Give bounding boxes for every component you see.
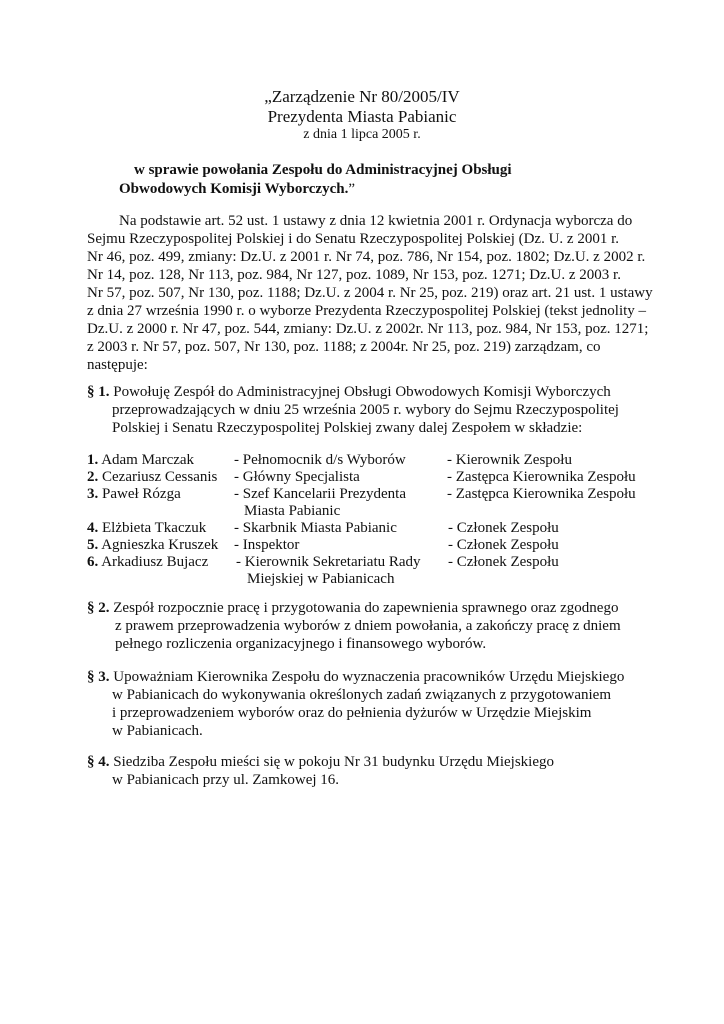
section-line: w Pabianicach. (112, 723, 203, 739)
member-role: - Zastępca Kierownika Zespołu (447, 469, 636, 485)
preamble-line: Na podstawie art. 52 ust. 1 ustawy z dnia 12 kwietnia 2001 r. Ordynacja wyborcza do (119, 213, 633, 229)
document-title: „Zarządzenie Nr 80/2005/IV (264, 87, 460, 106)
preamble-line: Nr 46, poz. 499, zmiany: Dz.U. z 2001 r. Nr 74, poz. 786, Nr 154, poz. 1802; Dz.U. z 2002 r. (87, 249, 646, 265)
member-role: - Członek Zespołu (448, 554, 559, 570)
section-line: Polskiej i Senatu Rzeczypospolitej Polskiej zwany dalej Zespołem w składzie: (112, 420, 583, 436)
section-label: § 1. (87, 384, 110, 400)
preamble-line: z dnia 27 września 1990 r. o wyborze Prezydenta Rzeczypospolitej Polskiej (tekst jednolity – (87, 303, 647, 319)
section-label: § 4. (87, 754, 110, 770)
section-3: § 3. Upoważniam Kierownika Zespołu do wyznaczenia pracowników Urzędu Miejskiego (87, 669, 625, 685)
section-2: § 2. Zespół rozpocznie pracę i przygotowania do zapewnienia sprawnego oraz zgodnego (87, 600, 619, 616)
section-line: pełnego rozliczenia organizacyjnego i finansowego wyborów. (115, 636, 487, 652)
section-line: przeprowadzających w dniu 25 września 2005 r. wybory do Sejmu Rzeczypospolitej (112, 402, 619, 418)
member-position: - Skarbnik Miasta Pabianic (234, 520, 397, 536)
member-position-cont: Miejskiej w Pabianicach (247, 571, 395, 587)
document-issuer: Prezydenta Miasta Pabianic (267, 107, 457, 126)
preamble-line: Dz.U. z 2000 r. Nr 47, poz. 544, zmiany: Dz.U. z 2002r. Nr 113, poz. 984, Nr 153, poz. 1271; (87, 321, 649, 337)
section-line: z prawem przeprowadzenia wyborów z dniem powołania, a zakończy pracę z dniem (115, 618, 621, 634)
member-name: 1. Adam Marczak (87, 452, 195, 468)
preamble-line: z 2003 r. Nr 57, poz. 507, Nr 130, poz. 1188; z 2004r. Nr 25, poz. 219) zarządzam, co (87, 339, 601, 355)
preamble-line: Nr 57, poz. 507, Nr 130, poz. 1188; Dz.U. z 2004 r. Nr 25, poz. 219) oraz art. 21 ust. 1 ustawy (87, 285, 653, 301)
member-position: - Szef Kancelarii Prezydenta (234, 486, 406, 502)
preamble-line: Sejmu Rzeczypospolitej Polskiej i do Senatu Rzeczypospolitej Polskiej (Dz. U. z 2001 r. (87, 231, 620, 247)
member-position: - Kierownik Sekretariatu Rady (236, 554, 421, 570)
member-position-cont: Miasta Pabianic (244, 503, 341, 519)
preamble-line: Nr 14, poz. 128, Nr 113, poz. 984, Nr 127, poz. 1089, Nr 153, poz. 1271; Dz.U. z 2003 r. (87, 267, 621, 283)
member-role: - Członek Zespołu (448, 537, 559, 553)
section-line: w Pabianicach przy ul. Zamkowej 16. (112, 772, 340, 788)
section-4: § 4. Siedziba Zespołu mieści się w pokoju Nr 31 budynku Urzędu Miejskiego (87, 754, 555, 770)
section-line: i przeprowadzeniem wyborów oraz do pełnienia dyżurów w Urzędzie Miejskim (112, 705, 592, 721)
member-name: 3. Paweł Rózga (87, 486, 181, 502)
member-role: - Zastępca Kierownika Zespołu (447, 486, 636, 502)
member-name: 6. Arkadiusz Bujacz (87, 554, 209, 570)
member-role: - Członek Zespołu (448, 520, 559, 536)
subject-line-2: Obwodowych Komisji Wyborczych.” (119, 181, 355, 197)
section-line: w Pabianicach do wykonywania określonych zadań związanych z przygotowaniem (112, 687, 611, 703)
section-1: § 1. Powołuję Zespół do Administracyjnej Obsługi Obwodowych Komisji Wyborczych (87, 384, 611, 400)
member-position: - Główny Specjalista (234, 469, 360, 485)
preamble-line: następuje: (87, 357, 148, 373)
section-label: § 3. (87, 669, 110, 685)
member-name: 2. Cezariusz Cessanis (87, 469, 218, 485)
member-position: - Pełnomocnik d/s Wyborów (234, 452, 406, 468)
member-position: - Inspektor (234, 537, 300, 553)
document-date: z dnia 1 lipca 2005 r. (303, 127, 421, 142)
member-role: - Kierownik Zespołu (447, 452, 572, 468)
section-label: § 2. (87, 600, 110, 616)
subject-line-1: w sprawie powołania Zespołu do Administracyjnej Obsługi (134, 162, 512, 178)
member-name: 5. Agnieszka Kruszek (87, 537, 219, 553)
member-name: 4. Elżbieta Tkaczuk (87, 520, 207, 536)
